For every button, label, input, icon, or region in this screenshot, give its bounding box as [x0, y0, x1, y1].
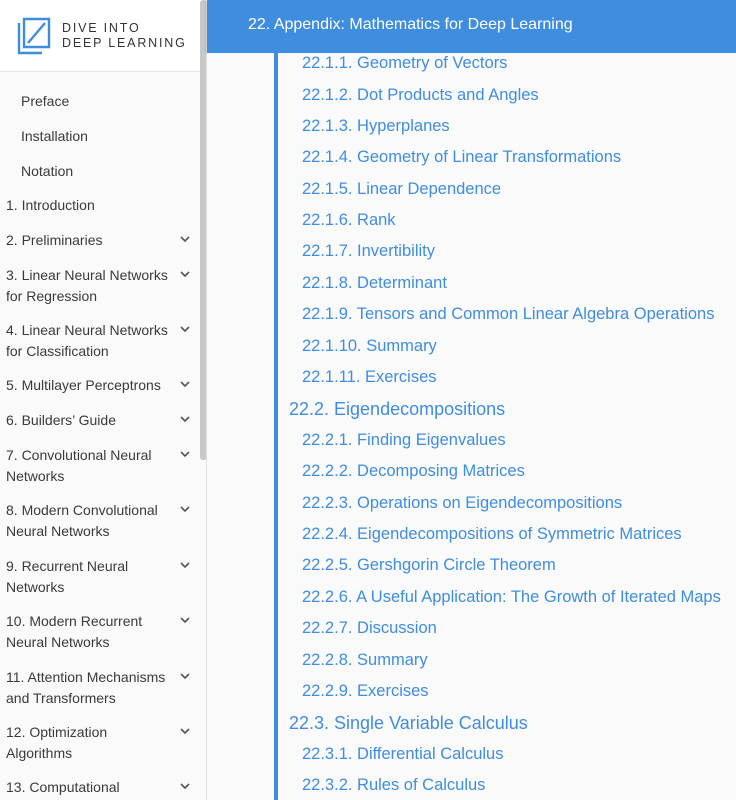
sidebar-item-cnn[interactable] — [0, 445, 196, 487]
toc-link[interactable]: 22.1.10. Summary — [302, 337, 437, 355]
sidebar-item-mlp[interactable] — [0, 375, 196, 396]
sidebar-item-label: 3. Linear Neural Networks — [6, 267, 168, 283]
toc-link[interactable]: 22.1.5. Linear Dependence — [302, 180, 502, 198]
toc-link[interactable]: 22.2.2. Decomposing Matrices — [302, 462, 525, 480]
toc-link[interactable]: 22.2.6. A Useful Application: The Growth of Iterated Maps — [302, 588, 721, 606]
sidebar-item-label: 12. Optimization — [6, 724, 108, 740]
toc-link[interactable]: 22.1.8. Determinant — [302, 274, 447, 292]
logo-line-1: DIVE INTO — [62, 20, 141, 35]
sidebar-item-label: Preface — [21, 93, 70, 109]
sidebar-item-attention[interactable] — [0, 667, 196, 709]
chevron-down-icon[interactable] — [178, 779, 192, 793]
sidebar-item-label: 5. Multilayer Perceptrons — [6, 377, 161, 393]
page-title[interactable]: 22. Appendix: Mathematics for Deep Learning — [248, 16, 573, 33]
sidebar-item-computational[interactable] — [0, 777, 196, 798]
sidebar-item-builders-guide[interactable] — [0, 410, 196, 431]
toc-link[interactable]: 22.3.2. Rules of Calculus — [302, 776, 486, 794]
site-logo[interactable] — [0, 0, 206, 72]
toc-link[interactable]: 22.2.1. Finding Eigenvalues — [302, 431, 506, 449]
chevron-down-icon[interactable] — [178, 412, 192, 426]
sidebar-item-preliminaries[interactable] — [0, 230, 196, 251]
chevron-down-icon[interactable] — [178, 322, 192, 336]
sidebar-item-installation[interactable] — [0, 126, 196, 147]
sidebar-item-notation[interactable] — [0, 161, 196, 182]
sidebar-item-label-2: Networks — [6, 579, 65, 595]
sidebar-item-label-2: for Classification — [6, 343, 109, 359]
sidebar-item-linear-regression[interactable] — [0, 265, 196, 307]
sidebar-item-label: 8. Modern Convolutional — [6, 502, 158, 518]
chevron-down-icon[interactable] — [178, 724, 192, 738]
toc-section-link[interactable]: 22.3. Single Variable Calculus — [289, 713, 528, 733]
toc-link[interactable]: 22.3.1. Differential Calculus — [302, 745, 504, 763]
toc-panel — [207, 53, 736, 800]
toc-indicator-line — [274, 53, 278, 800]
sidebar-item-preface[interactable] — [0, 91, 196, 112]
sidebar-item-label: 7. Convolutional Neural — [6, 447, 152, 463]
toc-link[interactable]: 22.1.9. Tensors and Common Linear Algebra Operations — [302, 305, 715, 323]
toc-link[interactable]: 22.1.3. Hyperplanes — [302, 117, 450, 135]
sidebar-item-label: Notation — [21, 163, 74, 179]
sidebar-item-rnn[interactable] — [0, 556, 196, 598]
chevron-down-icon[interactable] — [178, 447, 192, 461]
sidebar-item-label-2: for Regression — [6, 288, 98, 304]
chevron-down-icon[interactable] — [178, 613, 192, 627]
toc-link[interactable]: 22.1.1. Geometry of Vectors — [302, 54, 508, 72]
sidebar-item-label: 10. Modern Recurrent — [6, 613, 143, 629]
chevron-down-icon[interactable] — [178, 232, 192, 246]
sidebar-item-modern-cnn[interactable] — [0, 500, 196, 542]
sidebar-item-label: 4. Linear Neural Networks — [6, 322, 168, 338]
sidebar-item-label: 9. Recurrent Neural — [6, 558, 129, 574]
toc-link[interactable]: 22.2.4. Eigendecompositions of Symmetric Matrices — [302, 525, 682, 543]
toc-link[interactable]: 22.1.7. Invertibility — [302, 242, 435, 260]
sidebar-item-label: 13. Computational — [6, 779, 120, 795]
sidebar-item-label-2: and Transformers — [6, 690, 116, 706]
sidebar-item-label-2: Neural Networks — [6, 523, 110, 539]
toc-section-link[interactable]: 22.2. Eigendecompositions — [289, 399, 506, 419]
sidebar-item-label: Installation — [21, 128, 88, 144]
book-logo-icon — [16, 15, 52, 57]
toc-link[interactable]: 22.1.2. Dot Products and Angles — [302, 86, 539, 104]
sidebar-item-label-2: Algorithms — [6, 745, 73, 761]
sidebar-item-label-2: Neural Networks — [6, 634, 110, 650]
sidebar-item-linear-classification[interactable] — [0, 320, 196, 362]
chevron-down-icon[interactable] — [178, 267, 192, 281]
chevron-down-icon[interactable] — [178, 502, 192, 516]
sidebar-item-label: 6. Builders’ Guide — [6, 412, 116, 428]
sidebar-item-introduction[interactable] — [0, 195, 196, 216]
sidebar-item-label: 2. Preliminaries — [6, 232, 103, 248]
toc-link[interactable]: 22.1.4. Geometry of Linear Transformations — [302, 148, 622, 166]
toc-link[interactable]: 22.2.9. Exercises — [302, 682, 429, 700]
toc-link[interactable]: 22.1.11. Exercises — [302, 368, 437, 386]
logo-line-2: DEEP LEARNING — [62, 35, 187, 50]
toc-link[interactable]: 22.2.8. Summary — [302, 651, 428, 669]
sidebar-item-label: 1. Introduction — [6, 197, 95, 213]
toc-link[interactable]: 22.2.5. Gershgorin Circle Theorem — [302, 556, 556, 574]
toc-link[interactable]: 22.2.3. Operations on Eigendecompositions — [302, 494, 623, 512]
sidebar-scrollbar[interactable] — [200, 0, 207, 460]
sidebar-item-optimization[interactable] — [0, 722, 196, 764]
sidebar-item-label-2: Networks — [6, 468, 65, 484]
chevron-down-icon[interactable] — [178, 558, 192, 572]
chevron-down-icon[interactable] — [178, 669, 192, 683]
sidebar-item-modern-rnn[interactable] — [0, 611, 196, 653]
toc-link[interactable]: 22.1.6. Rank — [302, 211, 396, 229]
toc-link[interactable]: 22.2.7. Discussion — [302, 619, 437, 637]
sidebar-item-label: 11. Attention Mechanisms — [6, 669, 166, 685]
chevron-down-icon[interactable] — [178, 377, 192, 391]
sidebar — [0, 0, 207, 800]
top-header-bar — [207, 0, 736, 53]
